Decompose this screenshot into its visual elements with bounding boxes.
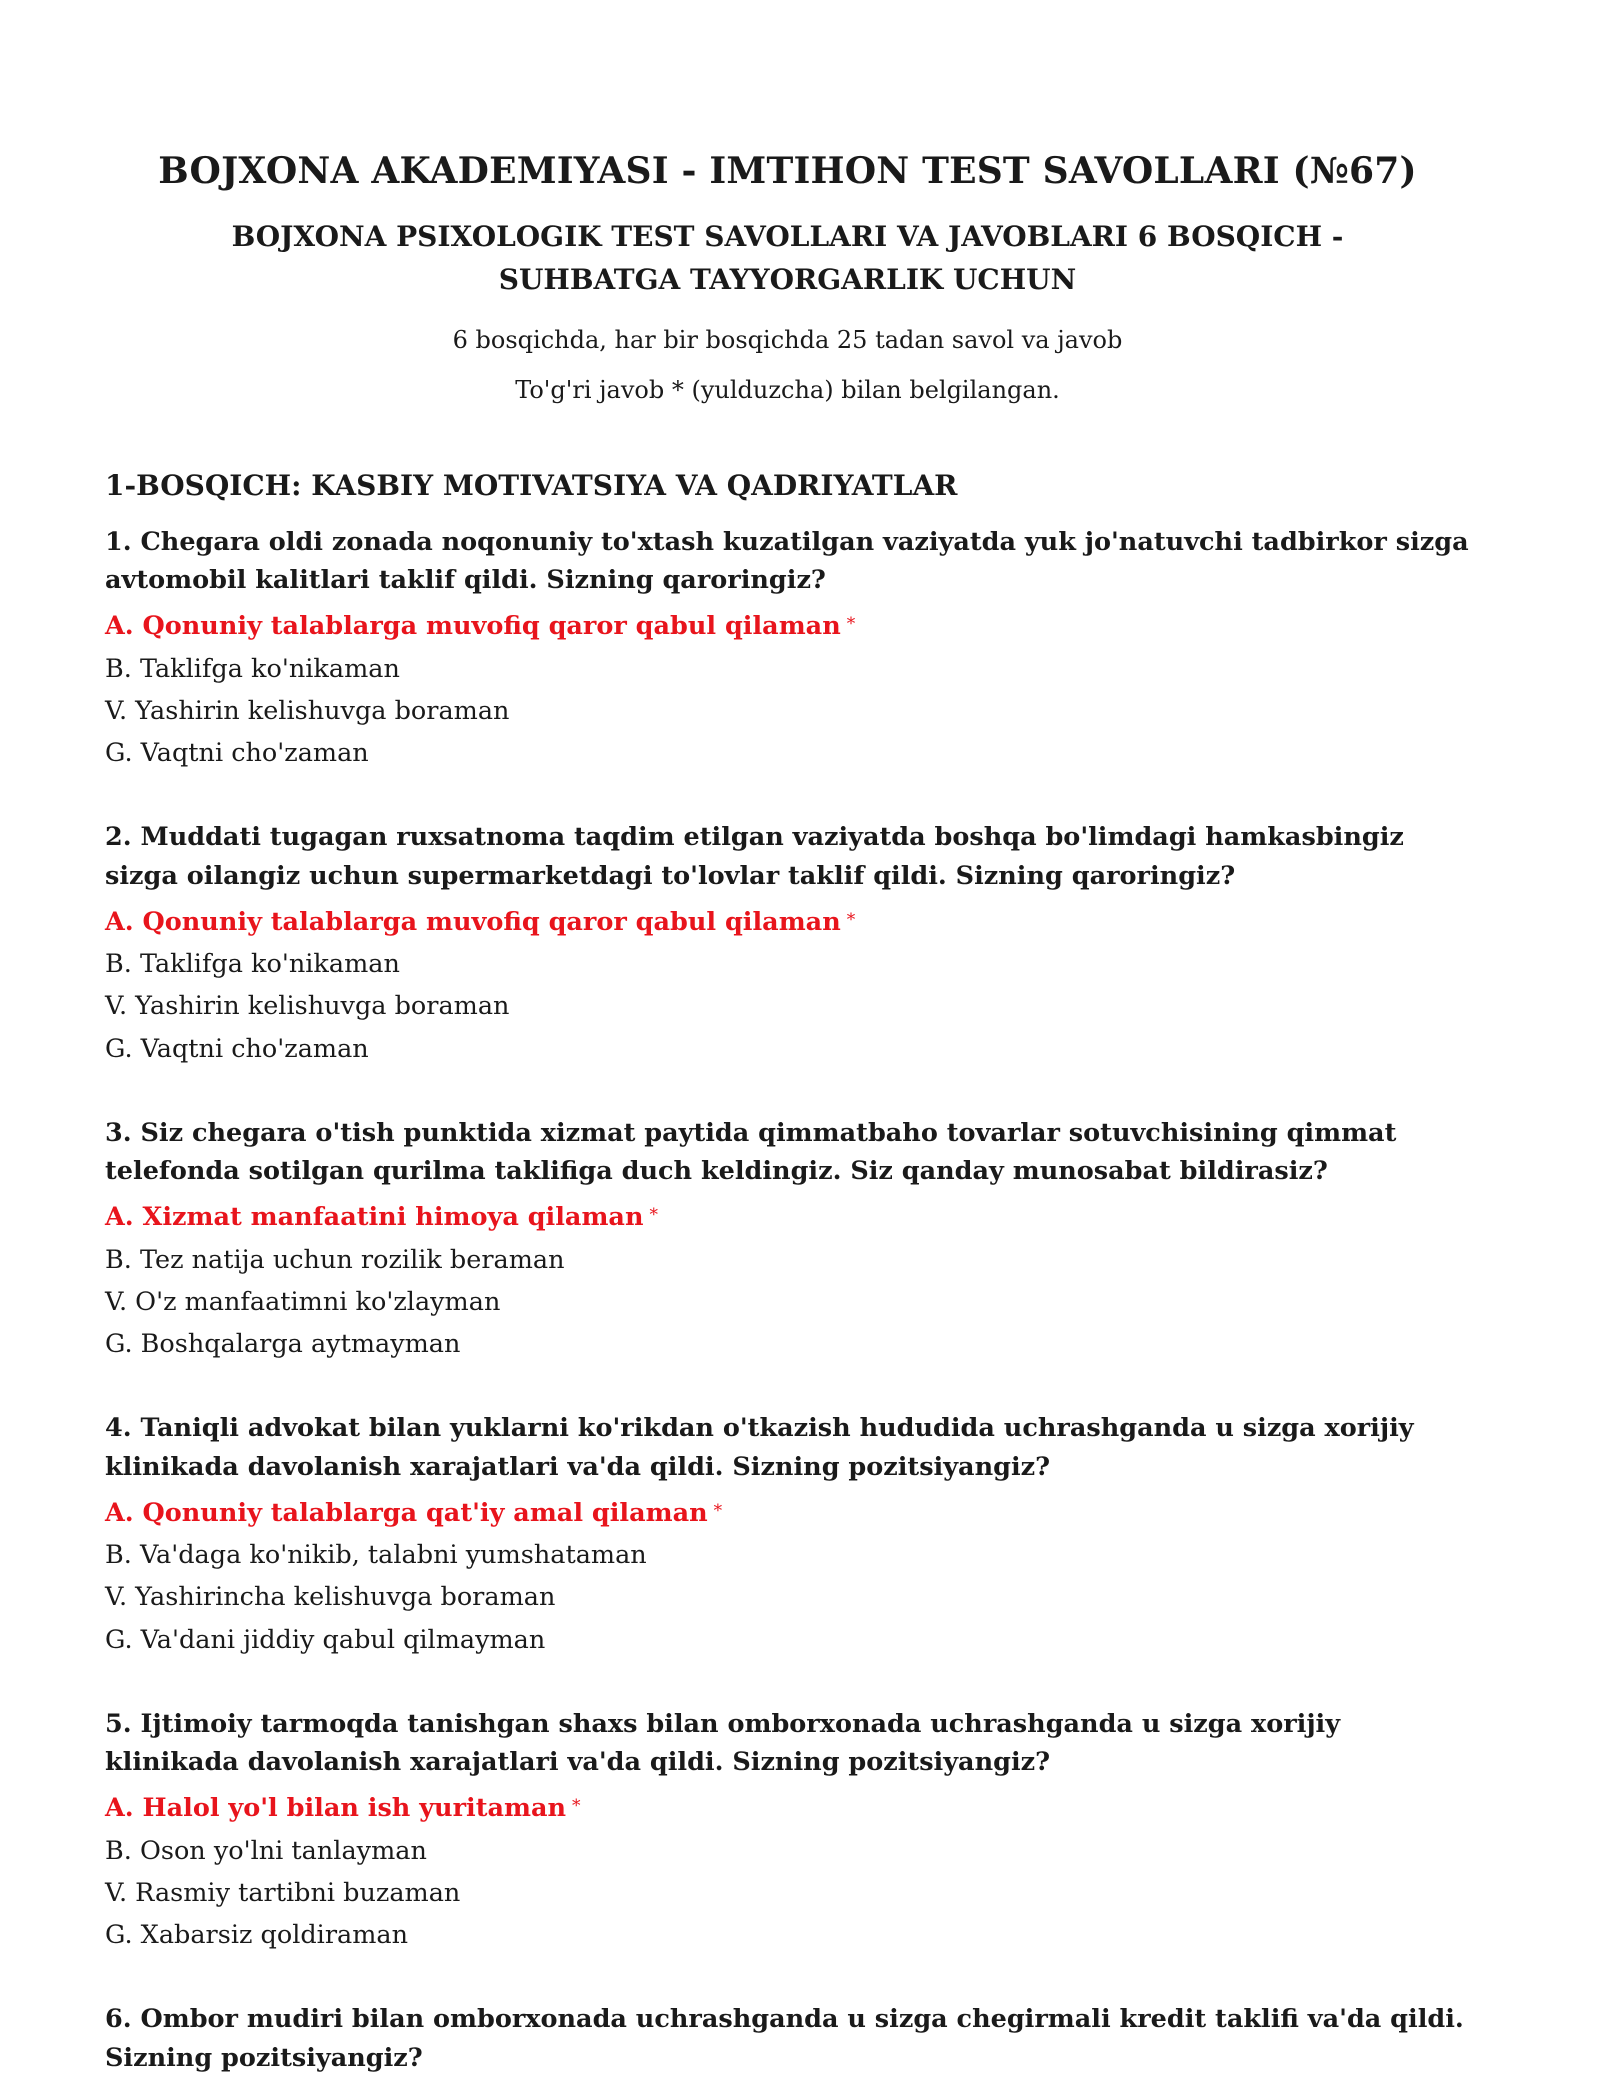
answer-option: V. Yashirin kelishuvga boraman [105,991,510,1022]
question-4 [105,1409,1470,1661]
answer-option: G. Boshqalarga aytmayman [105,1329,461,1360]
answer-option: B. Tez natija uchun rozilik beraman [105,1244,565,1275]
section-title: 1-BOSQICH: KASBIY MOTIVATSIYA VA QADRIYATLAR [105,468,958,502]
document-note-legend: To'g'ri javob * (yulduzcha) bilan belgilangan. [515,375,1060,404]
answer-option: V. O'z manfaatimni ko'zlayman [105,1286,501,1317]
document-title: BOJXONA AKADEMIYASI - IMTIHON TEST SAVOLLARI (№67) [158,150,1417,192]
question-2 [105,818,1470,1070]
answer-label: A. Qonuniy talablarga muvofiq qaror qabul qilaman [105,906,841,937]
question-5 [105,1705,1470,1957]
answer-option: B. Va'daga ko'nikib, talabni yumshataman [105,1540,647,1571]
answer-option: G. Vaqtni cho'zaman [105,1033,369,1064]
question-text: 5. Ijtimoiy tarmoqda tanishgan shaxs bilan omborxonada uchrashganda u sizga xorijiy klinikada davolanish xarajatlari va'da qildi. Sizning pozitsiyangiz? [105,1708,1341,1778]
answer-correct [105,1196,1470,1238]
correct-star-marker: * [713,1500,723,1521]
answer-label: A. Halol yo'l bilan ish yuritaman [105,1793,567,1824]
answer-correct [105,1787,1470,1829]
question-text: 2. Muddati tugagan ruxsatnoma taqdim etilgan vaziyatda boshqa bo'limdagi hamkasbingiz sizga oilangiz uchun supermarketdagi to'lovlar taklif qildi. Sizning qaroringiz? [105,822,1404,891]
question-text: 4. Taniqli advokat bilan yuklarni ko'rikdan o'tkazish hududida uchrashganda u sizga xorijiy klinikada davolanish xarajatlari va'da qildi. Sizning pozitsiyangiz? [105,1413,1414,1482]
answer-correct [105,901,1470,943]
answer-label: A. Qonuniy talablarga qat'iy amal qilaman [105,1497,708,1528]
answer-correct [105,605,1470,647]
answer-correct [105,1492,1470,1534]
question-text: 3. Siz chegara o'tish punktida xizmat paytida qimmatbaho tovarlar sotuvchisining qimmat telefonda sotilgan qurilma taklifiga duch keldingiz. Siz qanday munosabat bildirasiz? [105,1117,1397,1187]
document-subtitle: BOJXONA PSIXOLOGIK TEST SAVOLLARI VA JAVOBLARI 6 BOSQICH - SUHBATGA TAYYORGARLIK UCHUN [231,219,1344,297]
answer-label: A. Xizmat manfaatini himoya qilaman [105,1202,644,1233]
correct-star-marker: * [846,614,856,635]
question-text: 6. Ombor mudiri bilan omborxonada uchrashganda u sizga chegirmali kredit taklifi va'da qildi. Sizning pozitsiyangiz? [105,2004,1464,2073]
correct-star-marker: * [649,1205,658,1226]
answer-option: B. Taklifga ko'nikaman [105,949,400,980]
correct-star-marker: * [572,1796,581,1817]
answer-option: V. Rasmiy tartibni buzaman [105,1877,461,1908]
answer-option: G. Xabarsiz qoldiraman [105,1920,409,1951]
question-3 [105,1114,1470,1366]
answer-option: V. Yashirin kelishuvga boraman [105,695,510,726]
question-text: 1. Chegara oldi zonada noqonuniy to'xtash kuzatilgan vaziyatda yuk jo'natuvchi tadbirkor sizga avtomobil kalitlari taklif qildi. Sizning qaroringiz? [105,526,1469,596]
answer-option: G. Vaqtni cho'zaman [105,738,369,769]
correct-star-marker: * [846,909,856,930]
answer-option: G. Va'dani jiddiy qabul qilmayman [105,1624,546,1655]
answer-label: A. Qonuniy talablarga muvofiq qaror qabul qilaman [105,611,841,642]
answer-option: B. Taklifga ko'nikaman [105,653,400,684]
answer-option: B. Oson yo'lni tanlayman [105,1835,427,1866]
question-6 [105,2000,1470,2077]
question-1 [105,523,1470,775]
answer-option: V. Yashirincha kelishuvga boraman [105,1582,556,1613]
document-note-count: 6 bosqichda, har bir bosqichda 25 tadan savol va javob [452,325,1123,354]
